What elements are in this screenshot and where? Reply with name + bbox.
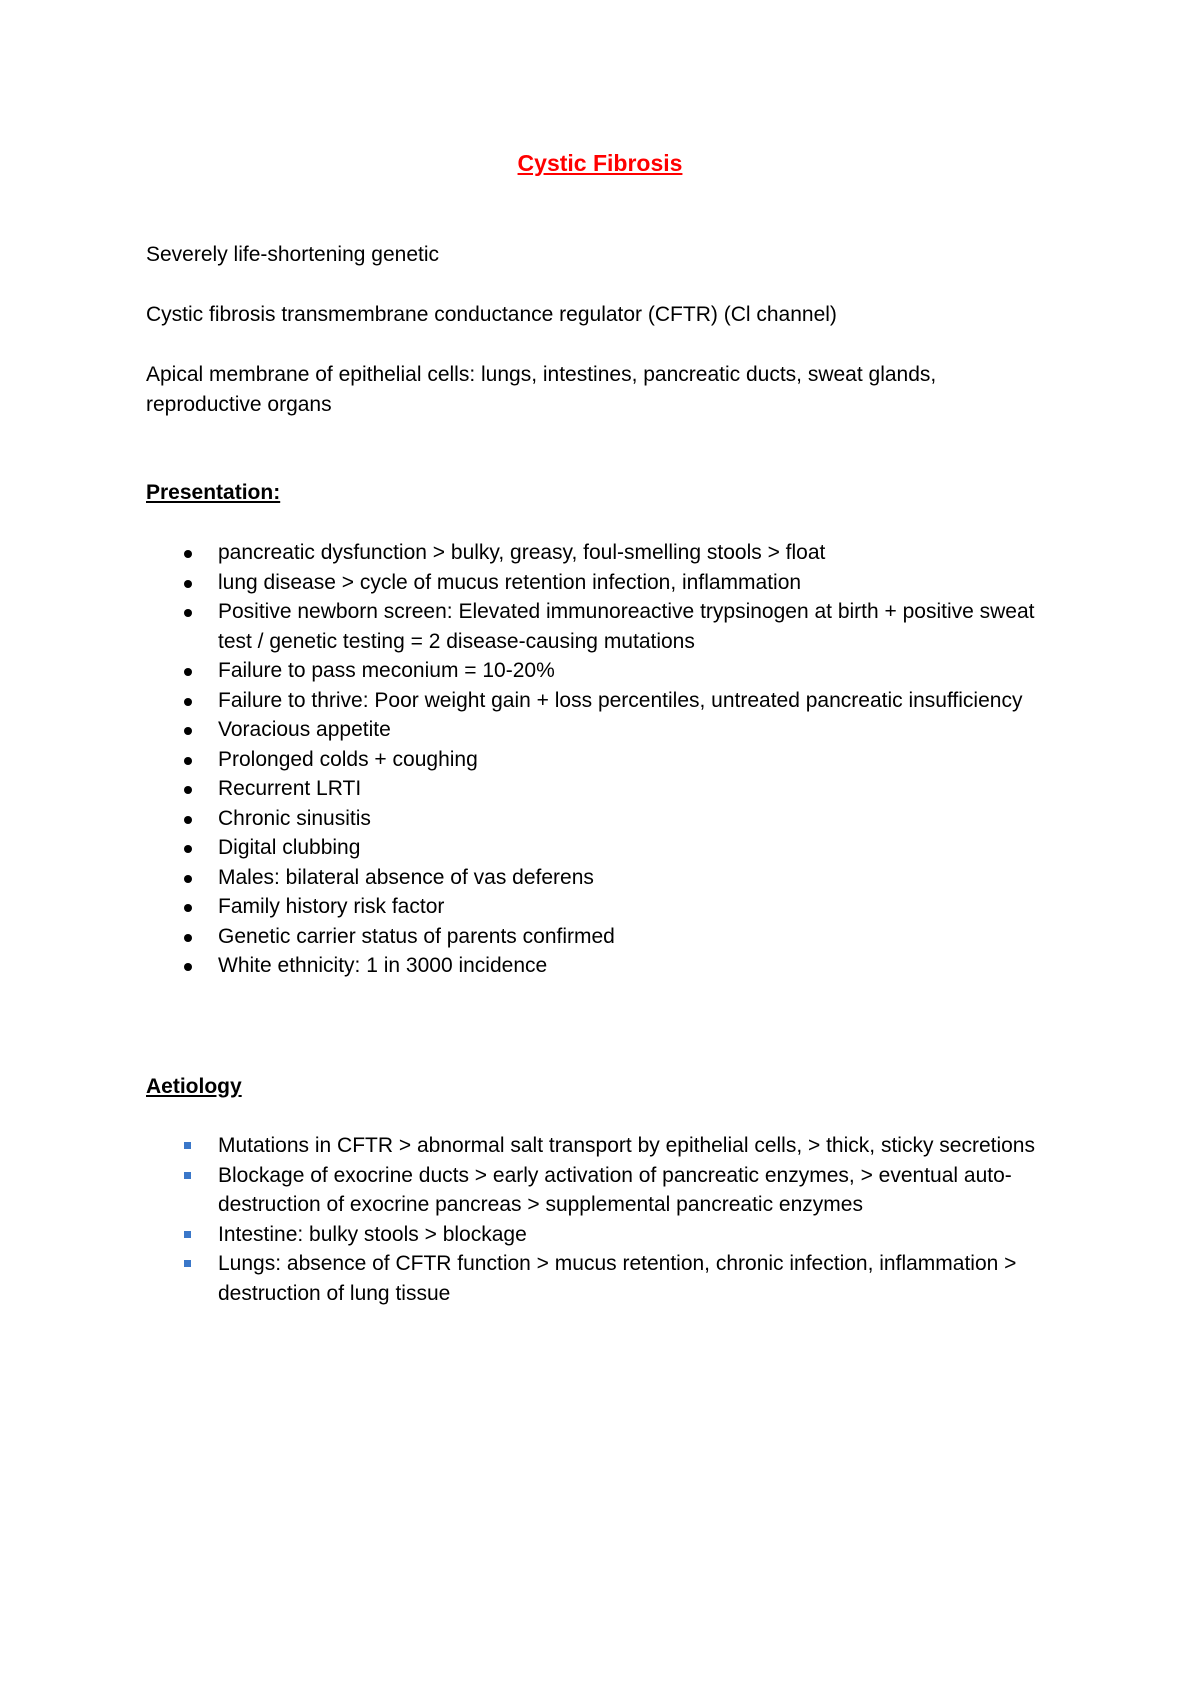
bullet-dot-icon [184, 786, 192, 794]
presentation-heading: Presentation: [146, 481, 281, 504]
bullet-dot-icon [184, 727, 192, 735]
intro-line-cftr: Cystic fibrosis transmembrane conductance regulator (CFTR) (Cl channel) [146, 303, 837, 326]
list-item: Recurrent LRTI [146, 774, 1066, 804]
bullet-dot-icon [184, 934, 192, 942]
list-item: Digital clubbing [146, 833, 1066, 863]
intro-line-apical-membrane: Apical membrane of epithelial cells: lungs, intestines, pancreatic ducts, sweat glands, reproductive organs [146, 363, 937, 416]
list-item: Positive newborn screen: Elevated immunoreactive trypsinogen at birth + positive sweat test / genetic testing = 2 disease-causing mutations [146, 597, 1066, 656]
list-item: pancreatic dysfunction > bulky, greasy, foul-smelling stools > float [146, 538, 1066, 568]
list-item: Prolonged colds + coughing [146, 745, 1066, 775]
list-item: White ethnicity: 1 in 3000 incidence [146, 951, 1066, 981]
bullet-square-icon [184, 1231, 191, 1238]
bullet-dot-icon [184, 845, 192, 853]
aetiology-list [146, 1131, 1066, 1308]
list-item: Chronic sinusitis [146, 804, 1066, 834]
page-title: Cystic Fibrosis [517, 150, 683, 176]
bullet-dot-icon [184, 668, 192, 676]
bullet-dot-icon [184, 580, 192, 588]
list-item: Lungs: absence of CFTR function > mucus retention, chronic infection, inflammation > destruction of lung tissue [146, 1249, 1066, 1308]
list-item: Failure to pass meconium = 10-20% [146, 656, 1066, 686]
list-item: Failure to thrive: Poor weight gain + loss percentiles, untreated pancreatic insufficiency [146, 686, 1066, 716]
list-item: Family history risk factor [146, 892, 1066, 922]
list-item: Genetic carrier status of parents confirmed [146, 922, 1066, 952]
bullet-square-icon [184, 1260, 191, 1267]
bullet-dot-icon [184, 875, 192, 883]
bullet-dot-icon [184, 757, 192, 765]
presentation-list [146, 538, 1066, 981]
bullet-dot-icon [184, 609, 192, 617]
list-item: Males: bilateral absence of vas deferens [146, 863, 1066, 893]
list-item: lung disease > cycle of mucus retention infection, inflammation [146, 568, 1066, 598]
bullet-dot-icon [184, 963, 192, 971]
list-item: Intestine: bulky stools > blockage [146, 1220, 1066, 1250]
list-item: Voracious appetite [146, 715, 1066, 745]
bullet-square-icon [184, 1142, 191, 1149]
bullet-dot-icon [184, 816, 192, 824]
bullet-dot-icon [184, 550, 192, 558]
bullet-dot-icon [184, 904, 192, 912]
intro-line-genetic: Severely life-shortening genetic [146, 243, 439, 266]
bullet-square-icon [184, 1172, 191, 1179]
aetiology-heading: Aetiology [146, 1075, 242, 1098]
list-item: Blockage of exocrine ducts > early activation of pancreatic enzymes, > eventual auto-destruction of exocrine pancreas > supplemental pancreatic enzymes [146, 1161, 1066, 1220]
list-item: Mutations in CFTR > abnormal salt transport by epithelial cells, > thick, sticky secretions [146, 1131, 1066, 1161]
bullet-dot-icon [184, 698, 192, 706]
